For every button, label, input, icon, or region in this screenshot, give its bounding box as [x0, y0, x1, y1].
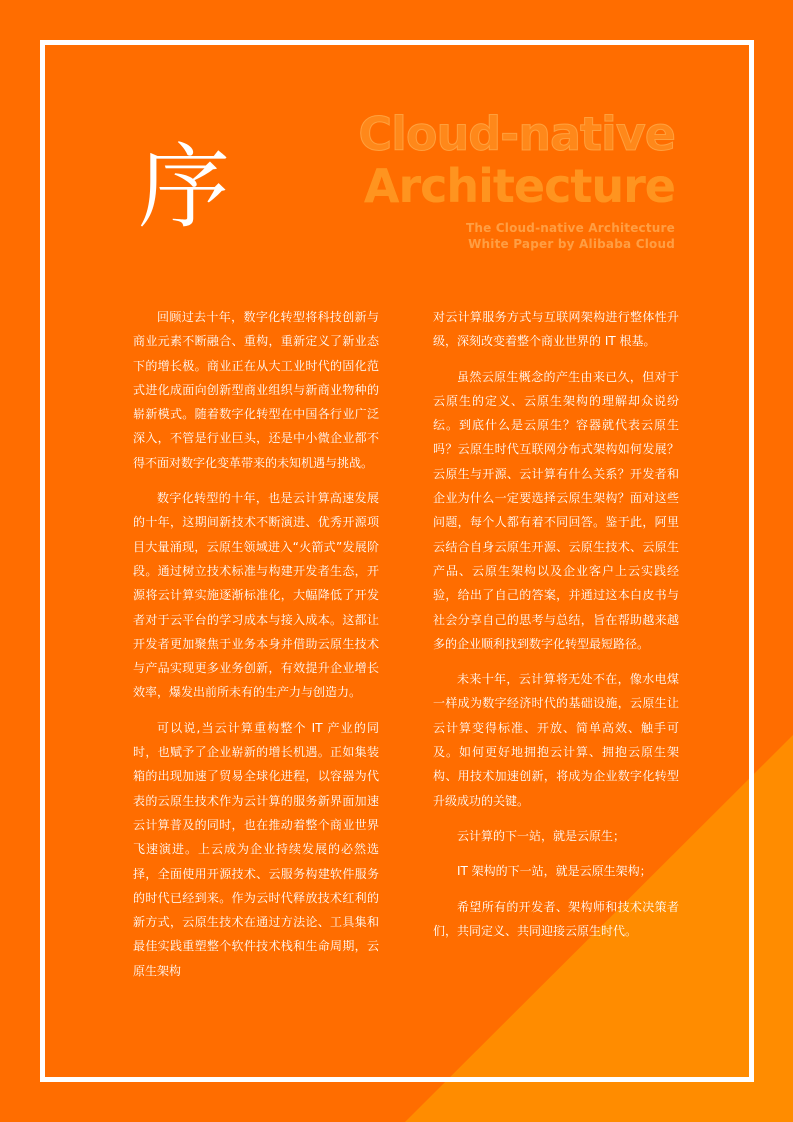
paragraph: 未来十年，云计算将无处不在，像水电煤一样成为数字经济时代的基础设施，云原生让云计算变得标准、开放、简单高效、触手可及。如何更好地拥抱云计算、拥抱云原生架构、用技术加速创新，将成为企业数字化转型升级成功的关键。: [433, 672, 679, 808]
paragraph: 虽然云原生概念的产生由来已久，但对于云原生的定义、云原生架构的理解却众说纷纭。到底什么是云原生？容器就代表云原生吗？云原生时代互联网分布式架构如何发展？云原生与开源、云计算有什么关系？开发者和企业为什么一定要选择云原生架构？面对这些问题，每个人都有着不同回答。鉴于此，阿里云结合自身云原生开源、云原生技术、云原生产品、云原生架构以及企业客户上云实践经验，给出了自己的答案，并通过这本白皮书与社会分享自己的思考与总结，旨在帮助越来越多的企业顺利找到数字化转型最短路径。: [433, 369, 679, 651]
paragraph: 云计算的下一站，就是云原生；: [457, 828, 626, 843]
paragraph-continuation: 对云计算服务方式与互联网架构进行整体性升级，深刻改变着整个商业世界的 IT 根基。: [433, 310, 679, 349]
left-column: [133, 305, 379, 994]
paragraph: 可以说,当云计算重构整个 IT 产业的同时，也赋予了企业崭新的增长机遇。正如集装箱的出现加速了贸易全球化进程，以容器为代表的云原生技术作为云计算的服务新界面加速云计算普及的同时，也在推动着整个商业世界飞速演进。上云成为企业持续发展的必然选择，全面使用开源技术、云服务构建软件服务的时代已经到来。作为云时代释放技术红利的新方式，云原生技术在通过方法论、工具集和最佳实践重塑整个软件技术栈和生命周期，云原生架构: [133, 720, 379, 978]
page-title: 序: [138, 134, 231, 241]
paragraph: 回顾过去十年，数字化转型将科技创新与商业元素不断融合、重构，重新定义了新业态下的增长极。商业正在从大工业时代的固化范式进化成面向创新型商业组织与新商业物种的崭新模式。随着数字化转型在中国各行业广泛深入，不管是行业巨头，还是中小微企业都不得不面对数字化变革带来的未知机遇与挑战。: [133, 310, 379, 470]
paragraph: 数字化转型的十年，也是云计算高速发展的十年，这期间新技术不断演进、优秀开源项目大量涌现，云原生领域进入“火箭式”发展阶段。通过树立技术标准与构建开发者生态，开源将云计算实施逐渐标准化，大幅降低了开发者对于云平台的学习成本与接入成本。这都让开发者更加聚焦于业务本身并借助云原生技术与产品实现更多业务创新，有效提升企业增长效率，爆发出前所未有的生产力与创造力。: [133, 491, 379, 700]
brand-subtitle-line-2: White Paper by Alibaba Cloud: [468, 237, 675, 251]
brand-logo-text: [358, 108, 675, 252]
brand-subtitle: [358, 220, 675, 252]
brand-subtitle-line-1: The Cloud-native Architecture: [465, 221, 675, 235]
right-column: [433, 305, 679, 954]
brand-line-1: Cloud-native: [358, 107, 675, 161]
paragraph: IT 架构的下一站，就是云原生架构；: [457, 864, 652, 879]
brand-line-2: Architecture: [363, 159, 675, 213]
paragraph: 希望所有的开发者、架构师和技术决策者们，共同定义、共同迎接云原生时代。: [433, 899, 679, 938]
